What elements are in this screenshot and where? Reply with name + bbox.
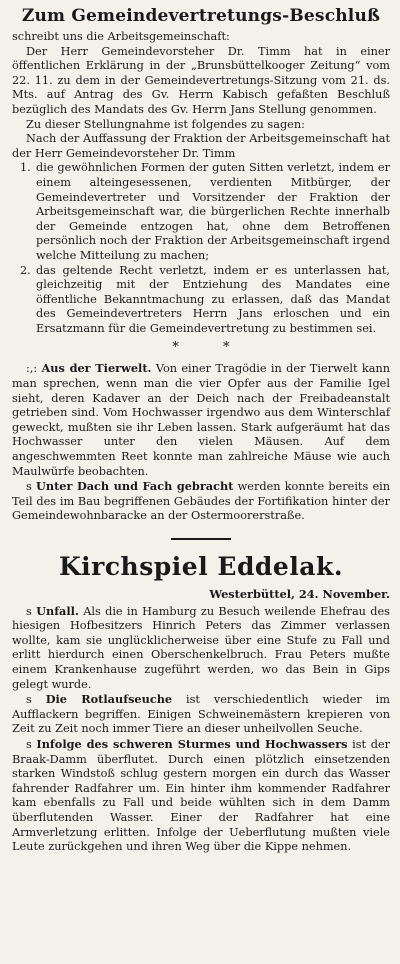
item-marker: s xyxy=(26,480,32,494)
news-item-unfall xyxy=(12,604,390,693)
item-text: ist der Braak-Damm überflutet. Durch einen plötzlich einsetzenden starken Windstoß schlug gestern morgen ein durch das Wasser fahrender Radfahrer um. Ein hinter ihm kommender Radfahrer kam ebenfalls zu Fall und beide wühlten sich in dem Damm überflutenden Wasser. Einer der Radfahrer hat eine Armverletzung erlitten. Infolge der Ueberflutung mußten viele Leute zurückgehen und ihren Weg über die Kippe nehmen. xyxy=(12,737,391,854)
news-item-dach xyxy=(12,479,390,524)
item-marker: s xyxy=(26,693,32,707)
list-item xyxy=(12,161,390,263)
list-text: das geltende Recht verletzt, indem er es unterlassen hat, gleichzeitig mit der Entziehung des Mandates eine öffentliche Bekanntmachung zu erlassen, daß das Mandat des Gemeindevertreters Herrn Jans erloschen und ein Ersatzmann für die Gemeindevertretung zu bestimmen sei. xyxy=(36,263,390,335)
item-heading: Aus der Tierwelt. xyxy=(41,361,152,376)
list-text: die gewöhnlichen Formen der guten Sitten verletzt, indem er einem alteingesessenen, verdienten Mitbürger, der Gemeindevertreter und Vorsitzender der Fraktion der Arbeitsgemeinschaft war, die bürgerlichen Rechte innerhalb der Gemeinde entzogen hat, ohne dem Betroffenen persönlich noch der Fraktion der Arbeitsgemeinschaft irgend welche Mitteilung zu machen; xyxy=(36,161,390,262)
section-title: Kirchspiel Eddelak. xyxy=(58,552,344,581)
item-heading: Unter Dach und Fach gebracht xyxy=(36,479,234,494)
item-text: Von einer Tragödie in der Tierwelt kann man sprechen, wenn man die vier Opfer aus der Familie Igel sieht, deren Kadaver an der Deich nach der Freibadeanstalt getrieben sind. Vom Hochwasser irgendwo aus dem Winterschlaf geweckt, mußten sie ihr Leben lassen. Stark aufgeräumt hat das Hochwasser unter den vielen Mäusen. Auf dem angeschwemmten Reet konnte man zahlreiche Mäuse wie auch Maulwürfe beobachten. xyxy=(12,362,391,478)
list-number: 1. xyxy=(20,161,31,175)
article-paragraph: Zu dieser Stellungnahme ist folgendes zu sagen: xyxy=(26,117,305,131)
section-rule xyxy=(171,538,231,540)
item-heading: Unfall. xyxy=(36,603,79,618)
item-marker: s xyxy=(26,737,32,751)
item-marker: :,: xyxy=(26,362,38,376)
news-item-rotlauf xyxy=(12,692,390,737)
list-item xyxy=(12,264,390,337)
article-paragraph: Nach der Auffassung der Fraktion der Arbeitsgemeinschaft hat der Herr Gemeindevorsteher Dr. Timm xyxy=(12,132,390,160)
news-item-tierwelt xyxy=(12,361,390,479)
article-title: Zum Gemeindevertretungs-Beschluß xyxy=(21,6,381,26)
item-heading: Infolge des schweren Sturmes und Hochwassers xyxy=(36,736,348,751)
item-text: werden konnte bereits ein Teil des im Bau begriffenen Gebäudes der Fortifikation hinter der Gemeindewohnbaracke an der Ostermoorerstraße. xyxy=(12,480,391,523)
dateline: Westerbüttel, 24. November. xyxy=(209,587,390,601)
article-paragraph: Der Herr Gemeindevorsteher Dr. Timm hat in einer öffentlichen Erklärung in der „Brunsbüttelkooger Zeitung“ vom 22. 11. zu dem in der Gemeindevertretungs-Sitzung vom 21. ds. Mts. auf Antrag des Gv. Herrn Kabisch gefaßten Beschluß bezüglich des Mandats des Gv. Herrn Jans Stellung genommen. xyxy=(12,44,390,116)
section-divider-stars: * * xyxy=(172,340,230,356)
item-text: ist verschiedentlich wieder im Aufflackern begriffen. Einigen Schweinemästern krepieren von Zeit zu Zeit noch immer Tiere an dieser unheilvollen Seuche. xyxy=(12,693,391,736)
list-number: 2. xyxy=(20,263,31,277)
item-marker: s xyxy=(26,604,32,618)
numbered-list xyxy=(12,161,390,336)
item-text: Als die in Hamburg zu Besuch weilende Ehefrau des hiesigen Hofbesitzers Hinrich Peters das Zimmer verlassen wollte, kam sie unglücklicherweise über eine Stufe zu Fall und erlitt hierdurch einen Oberschenkelbruch. Frau Peters mußte einem Krankenhause zugeführt werden, wo das Bein in Gips gelegt wurde. xyxy=(12,604,390,691)
article-intro: schreibt uns die Arbeitsgemeinschaft: xyxy=(12,30,230,43)
item-heading: Die Rotlaufseuche xyxy=(45,692,173,707)
news-item-sturm xyxy=(12,737,390,855)
